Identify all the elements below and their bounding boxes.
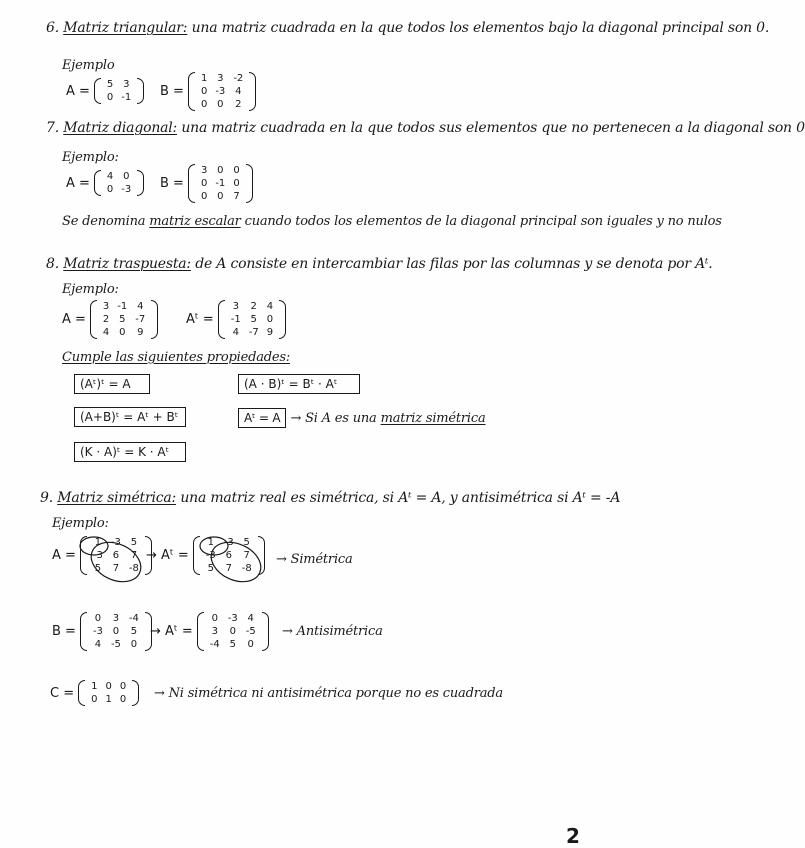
matrix-cell: 0 <box>91 694 98 705</box>
matrix-cell: 3 <box>211 626 218 637</box>
circle-a-top <box>80 537 108 555</box>
matrix-cell: 5 <box>94 563 102 574</box>
symmetric-term: matriz simétrica <box>380 410 486 426</box>
s8-heading: 8. Matriz traspuesta: de A consiste en intercambiar las filas por las columnas y se denota por Aᵗ. <box>46 256 713 272</box>
matrix-cell: 5 <box>119 314 126 325</box>
matrix-cell: 0 <box>119 327 126 338</box>
s6-matrix-b: B = 1 3 -2 0 -3 4 0 0 2 <box>160 72 256 111</box>
s9-matrix-bt: → Aᵗ = 0 -3 4 3 0 -5 -4 5 0 <box>150 612 269 651</box>
s8-definition: de A consiste en intercambiar las filas por las columnas y se denota por Aᵗ. <box>195 256 713 272</box>
s7-note-term: matriz escalar <box>149 214 241 229</box>
matrix-cell: 0 <box>229 626 236 637</box>
s9-matrix-c: C = 1 0 0 0 1 0 <box>50 680 139 706</box>
s9-matrix-a: A = 1 -3 5 -3 6 7 5 7 -8 <box>52 536 152 575</box>
matrix-cell: 0 <box>200 191 208 202</box>
s6-number: 6. <box>46 20 59 36</box>
matrix-cell: 7 <box>225 563 232 574</box>
property-product-transpose: (A · B)ᵗ = Bᵗ · Aᵗ <box>238 374 360 394</box>
matrix-cell: 0 <box>247 639 254 650</box>
s8-matrix-at: Aᵗ = 3 2 4 -1 5 0 4 -7 9 <box>186 300 286 339</box>
matrix-cell: -8 <box>128 563 139 574</box>
matrix-cell: -8 <box>241 563 252 574</box>
s9-example-label: Ejemplo: <box>52 516 109 531</box>
s7-term: Matriz diagonal: <box>63 120 178 136</box>
matrix-cell: -3 <box>215 86 226 97</box>
matrix-cell: 0 <box>200 99 208 110</box>
s7-note: Se denomina matriz escalar cuando todos los elementos de la diagonal principal son iguales y no nulos <box>62 214 722 229</box>
s9-matrix-at: → Aᵗ = 1 -3 5 -3 6 7 5 7 -8 <box>146 536 265 575</box>
matrix-cell: 4 <box>94 639 102 650</box>
matrix-cell: 0 <box>217 191 224 202</box>
s9-c-result: → Ni simétrica ni antisimétrica porque no es cuadrada <box>154 686 503 701</box>
matrix-cell: 1 <box>91 681 98 692</box>
s7-definition: una matriz cuadrada en la que todos sus elementos que no pertenecen a la diagonal son 0 <box>181 120 805 136</box>
matrix-cell: 3 <box>102 301 110 312</box>
s8-matrix-a: A = 3 -1 4 2 5 -7 4 0 9 <box>62 300 158 339</box>
matrix-cell: 0 <box>106 92 114 103</box>
matrix-cell: 0 <box>233 165 240 176</box>
s9-matrix-b: B = 0 3 -4 -3 0 5 4 -5 0 <box>52 612 152 651</box>
s8-properties-title: Cumple las siguientes propiedades: <box>62 350 291 365</box>
matrix-cell: 2 <box>250 301 257 312</box>
matrix-cell: 0 <box>94 613 102 624</box>
matrix-cell: 7 <box>243 550 250 561</box>
matrix-cell: 0 <box>266 314 274 325</box>
matrix-cell: 4 <box>266 301 274 312</box>
matrix-cell: 4 <box>235 86 242 97</box>
matrix-cell: -3 <box>205 550 216 561</box>
s7-matrix-b: B = 3 0 0 0 -1 0 0 0 7 <box>160 164 253 203</box>
matrix-cell: 0 <box>200 178 208 189</box>
matrix-values <box>89 612 143 651</box>
s9-definition: una matriz real es simétrica, si Aᵗ = A, y antisimétrica si Aᵗ = -A <box>180 490 621 506</box>
s7-example-label: Ejemplo: <box>62 150 119 165</box>
page-number: 2 <box>566 824 580 848</box>
matrix-cell: 6 <box>225 550 232 561</box>
s8-example-label: Ejemplo: <box>62 282 119 297</box>
matrix-cell: -5 <box>110 639 121 650</box>
s9-a-result: → Simétrica <box>276 552 353 567</box>
matrix-cell: 9 <box>137 327 144 338</box>
s9-heading: 9. Matriz simétrica: una matriz real es simétrica, si Aᵗ = A, y antisimétrica si Aᵗ = -A <box>40 490 621 506</box>
matrix-cell: 5 <box>130 537 138 548</box>
matrix-cell: 3 <box>232 301 239 312</box>
s6-definition: una matriz cuadrada en la que todos los elementos bajo la diagonal principal son 0. <box>191 20 770 36</box>
matrix-cell: 5 <box>243 537 250 548</box>
s6-example-label: Ejemplo <box>62 58 115 73</box>
matrix-cell: 0 <box>200 86 208 97</box>
matrix-cell: 3 <box>123 79 130 90</box>
matrix-cell: -5 <box>245 626 256 637</box>
matrix-values <box>87 680 130 706</box>
matrix-cell: 1 <box>200 73 208 84</box>
matrix-cell: -3 <box>110 537 121 548</box>
circle-a-mid <box>85 535 147 590</box>
matrix-cell: 4 <box>137 301 144 312</box>
matrix-cell: 0 <box>106 184 114 195</box>
matrix-cell: 5 <box>130 626 138 637</box>
matrix-cell: 3 <box>200 165 208 176</box>
matrix-cell: -4 <box>209 639 220 650</box>
matrix-cell: 9 <box>266 327 274 338</box>
matrix-cell: 0 <box>211 613 218 624</box>
s6-matrix-a: A = 5 3 0 -1 <box>66 78 144 104</box>
matrix-cell: 1 <box>105 694 112 705</box>
matrix-cell: -1 <box>230 314 241 325</box>
property-transpose-of-transpose: (Aᵗ)ᵗ = A <box>74 374 150 394</box>
matrix-cell: 4 <box>232 327 239 338</box>
matrix-cell: 7 <box>112 563 120 574</box>
matrix-cell: 0 <box>130 639 138 650</box>
s8-term: Matriz traspuesta: <box>63 256 191 272</box>
matrix-cell: 5 <box>106 79 114 90</box>
s9-b-result: → Antisimétrica <box>282 624 383 639</box>
matrix-cell: 2 <box>102 314 110 325</box>
matrix-cell: 3 <box>217 73 224 84</box>
matrix-cell: -3 <box>121 184 132 195</box>
matrix-cell: 7 <box>130 550 138 561</box>
matrix-cell: 0 <box>119 681 127 692</box>
matrix-cell: -3 <box>223 537 234 548</box>
matrix-cell: 7 <box>233 191 240 202</box>
matrix-cell: 1 <box>207 537 214 548</box>
matrix-cell: 5 <box>229 639 236 650</box>
s7-heading: 7. Matriz diagonal: una matriz cuadrada en la que todos sus elementos que no pertenecen a la diagonal son 0 <box>46 120 805 136</box>
matrix-cell: 0 <box>112 626 120 637</box>
matrix-cell: 0 <box>217 165 224 176</box>
property-symmetric-box: Aᵗ = A <box>238 408 286 428</box>
matrix-cell: 4 <box>247 613 254 624</box>
matrix-cell: 4 <box>102 327 110 338</box>
matrix-cell: -2 <box>233 73 244 84</box>
property-symmetric: Aᵗ = A → Si A es una matriz simétrica <box>238 408 486 428</box>
matrix-cell: -7 <box>248 327 259 338</box>
circle-at-top <box>200 537 228 555</box>
matrix-cell: 5 <box>207 563 214 574</box>
matrix-cell: 0 <box>123 171 130 182</box>
s6-term: Matriz triangular: <box>63 20 188 36</box>
matrix-cell: 0 <box>233 178 240 189</box>
s7-matrix-a: A = 4 0 0 -3 <box>66 170 144 196</box>
matrix-cell: -1 <box>215 178 226 189</box>
matrix-cell: -4 <box>128 613 139 624</box>
s9-term: Matriz simétrica: <box>57 490 177 506</box>
matrix-cell: -1 <box>121 92 132 103</box>
matrix-cell: 1 <box>94 537 102 548</box>
matrix-cell: 4 <box>106 171 114 182</box>
circle-at-mid <box>205 535 267 590</box>
matrix-cell: -1 <box>117 301 128 312</box>
matrix-cell: 0 <box>105 681 112 692</box>
matrix-cell: -3 <box>227 613 238 624</box>
matrix-cell: 5 <box>250 314 257 325</box>
matrix-values <box>206 612 260 651</box>
matrix-cell: 0 <box>217 99 224 110</box>
matrix-cell: 2 <box>235 99 242 110</box>
property-sum-transpose: (A+B)ᵗ = Aᵗ + Bᵗ <box>74 407 186 427</box>
matrix-cell: 0 <box>119 694 127 705</box>
matrix-cell: -7 <box>135 314 146 325</box>
matrix-cell: 3 <box>112 613 120 624</box>
matrix-cell: -3 <box>92 550 103 561</box>
property-scalar-transpose: (K · A)ᵗ = K · Aᵗ <box>74 442 186 462</box>
matrix-cell: 6 <box>112 550 120 561</box>
matrix-cell: -3 <box>92 626 103 637</box>
